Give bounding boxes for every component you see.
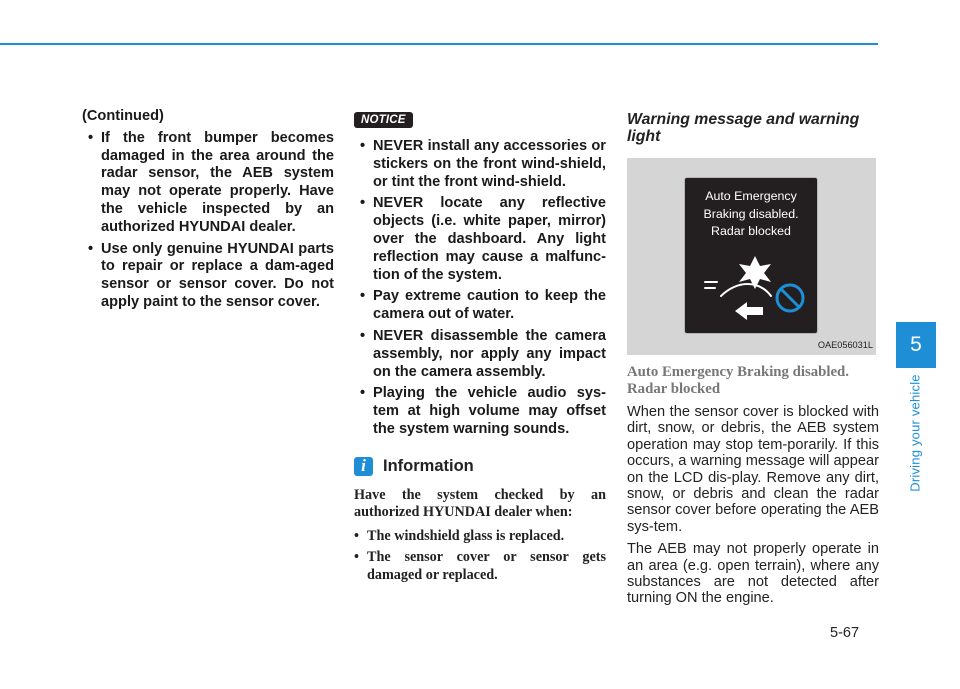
list-item: • Playing the vehicle audio sys-tem at high volume may offset the system warning sounds. — [354, 385, 606, 438]
list-item: • Pay extreme caution to keep the camera out of water. — [354, 288, 606, 324]
notice-badge: NOTICE — [354, 112, 413, 128]
column-middle — [354, 108, 606, 588]
chapter-title: Driving your vehicle — [907, 374, 923, 492]
list-item: • NEVER disassemble the camera assembly, nor apply any impact on the camera assembly. — [354, 328, 606, 381]
list-item: • The windshield glass is replaced. — [354, 528, 606, 546]
notice-bullet-list — [354, 138, 606, 439]
information-icon: i — [354, 457, 373, 476]
information-bullet-list — [354, 528, 606, 585]
list-item: • If the front bumper becomes damaged in the area around the radar sensor, the AEB system may not operate properly. Have the vehicle inspected by an authorized HYUNDAI dealer. — [82, 130, 334, 237]
caution-bullet-list — [82, 130, 334, 312]
list-item: • NEVER locate any reflective objects (i.e. white paper, mirror) over the dashboard. Any light reflection may cause a malfunc-tion of the system. — [354, 195, 606, 284]
chapter-tab: 5 — [896, 322, 936, 368]
body-paragraph: The AEB may not properly operate in an area (e.g. open terrain), where any substances are not detected after turning ON the engine. — [627, 541, 879, 607]
page-number: 5-67 — [830, 625, 860, 641]
lcd-line: Radar blocked — [711, 224, 791, 238]
information-intro: Have the system checked by an authorized HYUNDAI dealer when: — [354, 486, 606, 521]
car-front-icon — [705, 282, 771, 296]
section-title: Warning message and warning light — [627, 111, 860, 145]
continued-label: (Continued) — [82, 108, 164, 124]
list-item: • NEVER install any accessories or stickers on the front wind-shield, or tint the front wind-shield. — [354, 138, 606, 191]
list-item: • The sensor cover or sensor gets damaged or replaced. — [354, 549, 606, 584]
header-rule — [0, 43, 878, 45]
lcd-line: Auto Emergency — [705, 189, 797, 203]
figure-caption: Auto Emergency Braking disabled. Radar blocked — [627, 364, 849, 397]
warning-figure — [627, 158, 876, 355]
information-heading — [354, 457, 606, 476]
column-left — [82, 108, 334, 316]
section-body — [627, 404, 879, 607]
lcd-line: Braking disabled. — [703, 206, 799, 221]
body-paragraph: When the sensor cover is blocked with dirt, snow, or debris, the AEB system operation may stop tem-porarily. If this occurs, a warning message will appear on the LCD dis-play. Remove any dirt, snow, or debris and clean the radar sensor cover before operating the AEB sys-tem. — [627, 404, 879, 535]
radar-arrow-icon — [735, 302, 763, 320]
aeb-radar-blocked-icon — [685, 178, 816, 332]
lcd-screen — [684, 177, 818, 334]
information-title: Information — [383, 456, 474, 475]
information-body — [354, 487, 606, 585]
figure-code: OAE056031L — [817, 340, 873, 350]
list-item: • Use only genuine HYUNDAI parts to repair or replace a dam-aged sensor or sensor cover. Do not apply paint to the sensor cover. — [82, 241, 334, 312]
column-right — [627, 108, 879, 613]
